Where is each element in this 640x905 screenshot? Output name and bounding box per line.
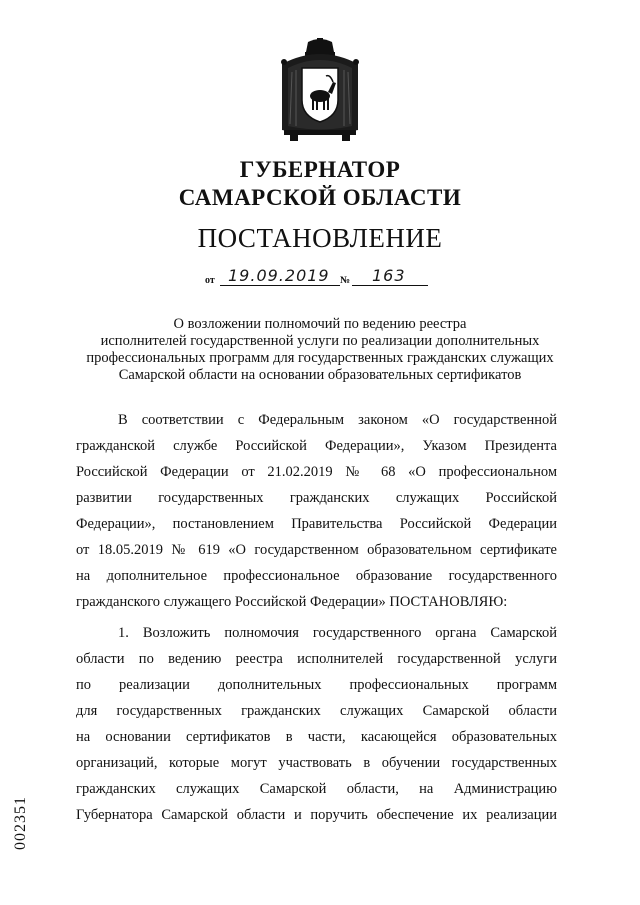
registration-code: 002351 xyxy=(12,796,29,850)
number-prefix: № xyxy=(340,275,351,286)
date-value: 19.09.2019 xyxy=(228,266,330,285)
body-line: от 18.05.2019 № 619 «О государственном образовательном сертификате xyxy=(76,542,557,558)
issuer-title-line2: САМАРСКОЙ ОБЛАСТИ xyxy=(178,185,462,210)
body-line: на дополнительное профессиональное образование государственного xyxy=(76,568,557,584)
body-line: В соответствии с Федеральным законом «О государственной xyxy=(118,412,557,428)
subject-line: О возложении полномочий по ведению реестра xyxy=(173,316,467,332)
body-line: Губернатора Самарской области и поручить обеспечение их реализации xyxy=(76,807,557,823)
body-line: по реализации дополнительных профессиональных программ xyxy=(76,677,557,693)
issuer-title-line1: ГУБЕРНАТОР xyxy=(239,157,401,182)
body-line: на основании сертификатов в части, касающейся образовательных xyxy=(76,729,557,745)
subject-line: Самарской области на основании образовательных сертификатов xyxy=(118,367,522,383)
document-type: ПОСТАНОВЛЕНИЕ xyxy=(197,223,443,253)
body-line: 1. Возложить полномочия государственного органа Самарской xyxy=(118,625,557,641)
body-line: Российской Федерации от 21.02.2019 № 68 «О профессиональном xyxy=(76,464,557,480)
body-line: Федерации», постановлением Правительства Российской Федерации xyxy=(76,516,557,532)
body-line: области по ведению реестра исполнителей государственной услуги xyxy=(76,651,557,667)
body-line: для государственных гражданских служащих Самарской области xyxy=(76,703,557,719)
body-line: гражданского служащего Российской Федерации» ПОСТАНОВЛЯЮ: xyxy=(76,594,508,610)
body-line: организаций, которые могут участвовать в обучении государственных xyxy=(76,755,557,771)
date-prefix: от xyxy=(205,275,215,286)
body-line: развитии государственных гражданских служащих Российской xyxy=(76,490,557,506)
body-line: гражданской службе Российской Федерации», Указом Президента xyxy=(76,438,557,454)
body-line: гражданских служащих Самарской области, на Администрацию xyxy=(76,781,557,797)
subject-line: профессиональных программ для государственных гражданских служащих xyxy=(86,350,554,366)
number-value: 163 xyxy=(372,266,406,285)
subject-line: исполнителей государственной услуги по реализации дополнительных xyxy=(100,333,540,349)
